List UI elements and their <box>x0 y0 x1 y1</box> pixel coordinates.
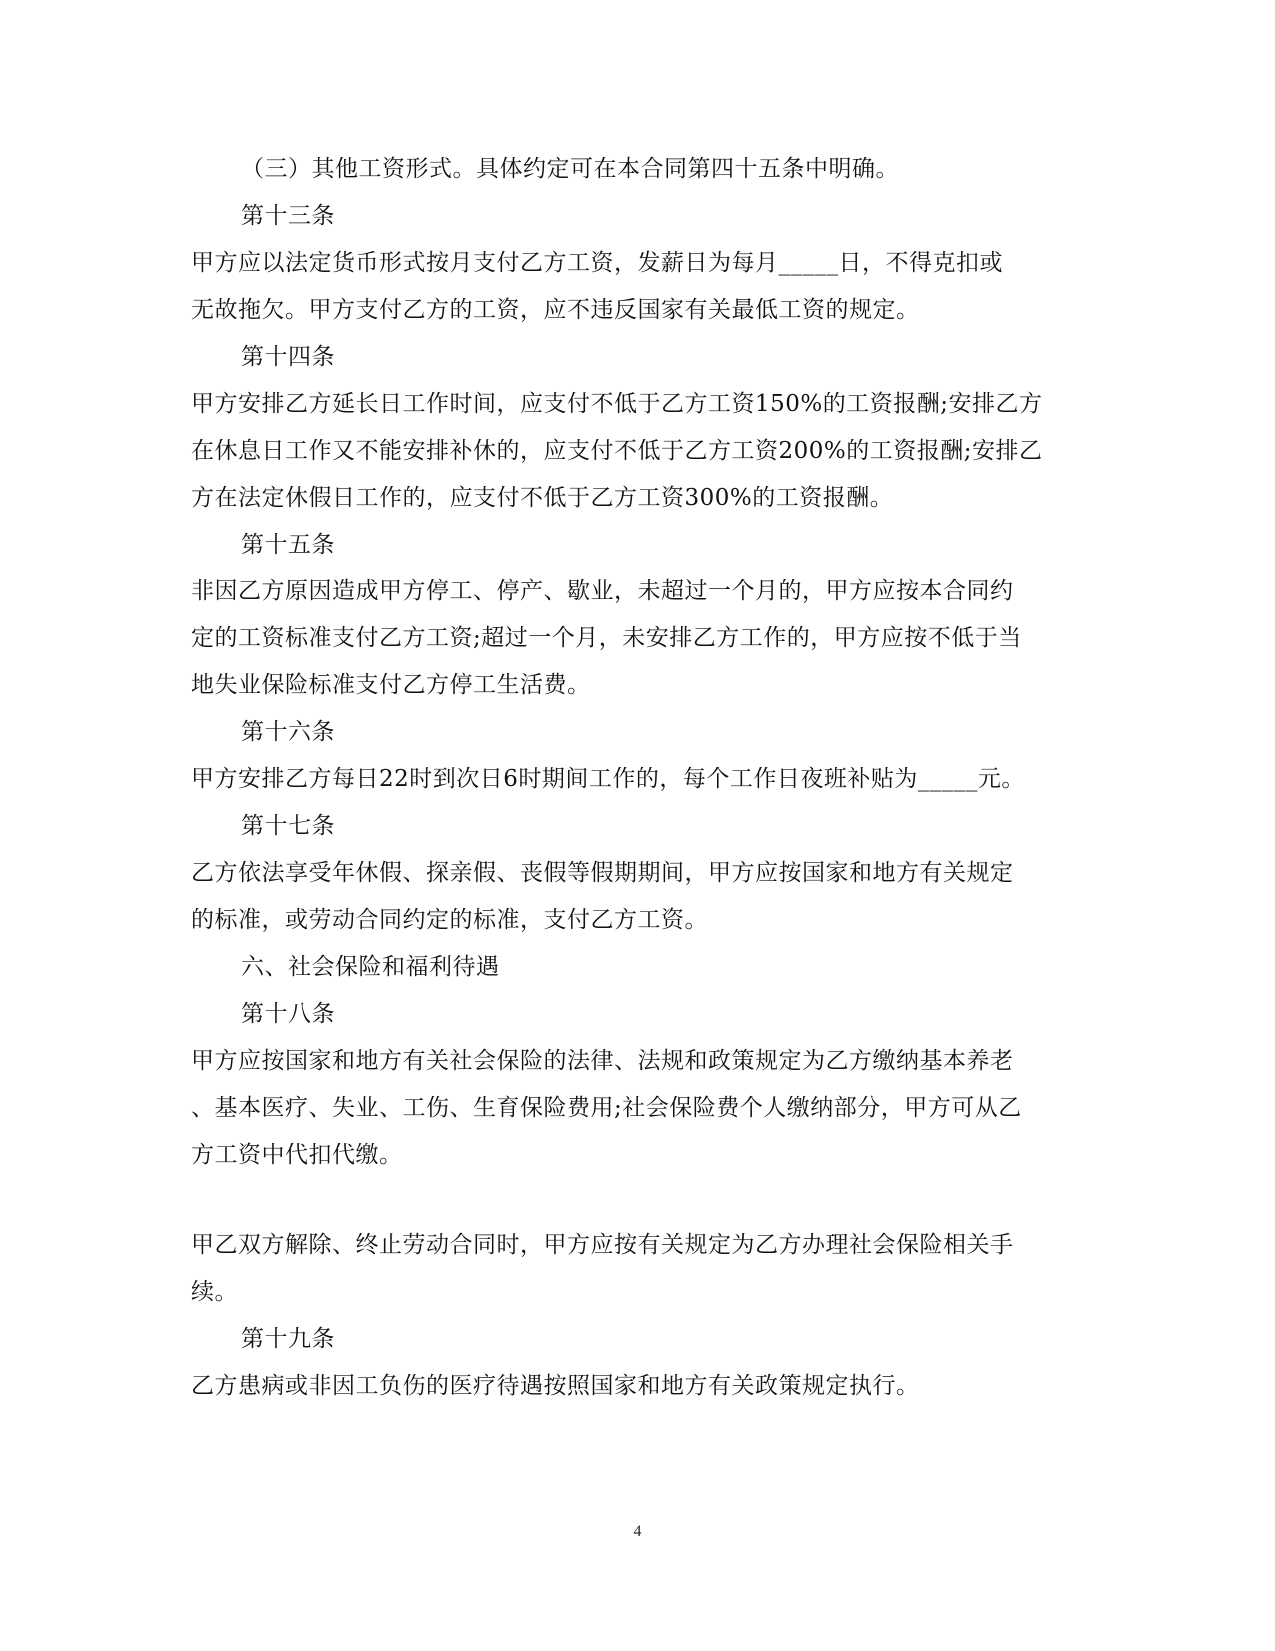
section-heading: 六、社会保险和福利待遇 <box>241 954 500 980</box>
paragraph-line: 乙方依法享受年休假、探亲假、丧假等假期期间，甲方应按国家和地方有关规定 <box>191 860 1014 886</box>
article-heading: 第十五条 <box>241 532 335 558</box>
paragraph-line: 的标准，或劳动合同约定的标准，支付乙方工资。 <box>191 907 708 933</box>
paragraph-line: 定的工资标准支付乙方工资;超过一个月，未安排乙方工作的，甲方应按不低于当 <box>191 625 1022 651</box>
paragraph-line: （三）其他工资形式。具体约定可在本合同第四十五条中明确。 <box>241 156 899 182</box>
paragraph-line: 甲方应以法定货币形式按月支付乙方工资，发薪日为每月_____日，不得克扣或 <box>191 250 1003 276</box>
paragraph-line: 在休息日工作又不能安排补休的，应支付不低于乙方工资200%的工资报酬;安排乙 <box>191 438 1043 464</box>
paragraph-line: 地失业保险标准支付乙方停工生活费。 <box>191 672 591 698</box>
paragraph-line: 非因乙方原因造成甲方停工、停产、歇业，未超过一个月的，甲方应按本合同约 <box>191 578 1014 604</box>
paragraph-line: 乙方患病或非因工负伤的医疗待遇按照国家和地方有关政策规定执行。 <box>191 1373 920 1399</box>
paragraph-line: 方在法定休假日工作的，应支付不低于乙方工资300%的工资报酬。 <box>191 485 894 511</box>
paragraph-line: 甲乙双方解除、终止劳动合同时，甲方应按有关规定为乙方办理社会保险相关手 <box>191 1232 1014 1258</box>
paragraph-line: 、基本医疗、失业、工伤、生育保险费用;社会保险费个人缴纳部分，甲方可从乙 <box>191 1095 1022 1121</box>
page-number: 4 <box>633 1523 642 1540</box>
paragraph-line: 无故拖欠。甲方支付乙方的工资，应不违反国家有关最低工资的规定。 <box>191 297 920 323</box>
article-heading: 第十九条 <box>241 1326 335 1352</box>
paragraph-line: 续。 <box>191 1279 238 1305</box>
paragraph-line: 甲方安排乙方每日22时到次日6时期间工作的，每个工作日夜班补贴为_____元。 <box>191 766 1025 792</box>
article-heading: 第十六条 <box>241 719 335 745</box>
article-heading: 第十七条 <box>241 813 335 839</box>
article-heading: 第十三条 <box>241 203 335 229</box>
article-heading: 第十四条 <box>241 344 335 370</box>
paragraph-line: 甲方应按国家和地方有关社会保险的法律、法规和政策规定为乙方缴纳基本养老 <box>191 1048 1014 1074</box>
article-heading: 第十八条 <box>241 1001 335 1027</box>
paragraph-line: 甲方安排乙方延长日工作时间，应支付不低于乙方工资150%的工资报酬;安排乙方 <box>191 391 1043 417</box>
paragraph-line: 方工资中代扣代缴。 <box>191 1142 403 1168</box>
